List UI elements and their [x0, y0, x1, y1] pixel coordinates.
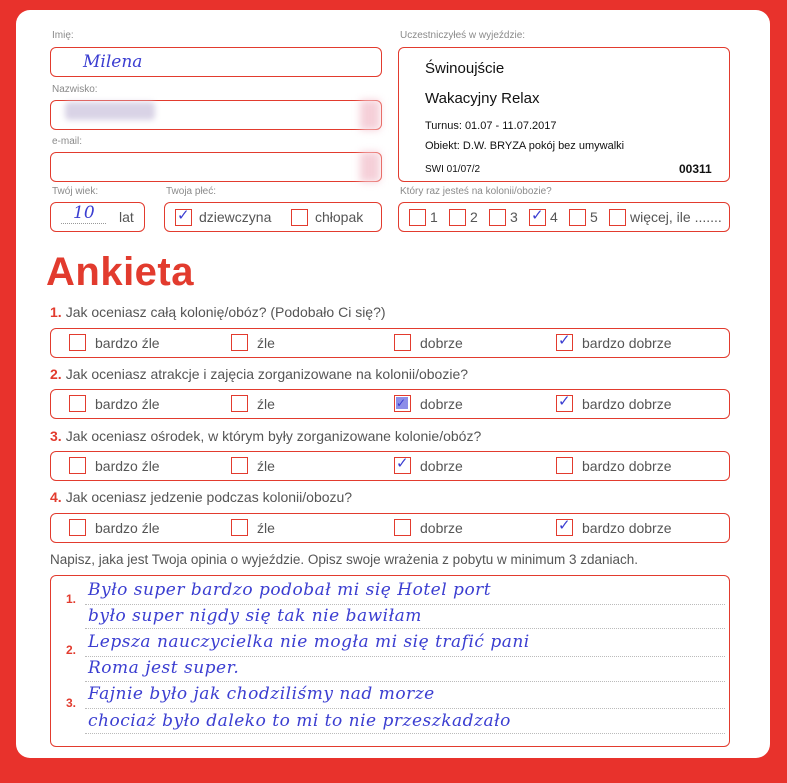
- check-mark-icon: ✓: [531, 206, 544, 224]
- email-field[interactable]: [50, 152, 382, 182]
- check-mark-icon: ✓: [558, 392, 571, 410]
- redaction-mark: [360, 100, 380, 130]
- rating-checkbox-bardzo-zle[interactable]: [69, 334, 86, 351]
- redaction-mark: [360, 152, 380, 182]
- rating-checkbox-bardzo-zle[interactable]: [69, 457, 86, 474]
- question-number: 4.: [50, 489, 62, 505]
- rating-checkbox-bardzo-dobrze[interactable]: [556, 516, 573, 536]
- question-2: [50, 366, 468, 382]
- times-option-more: więcej, ile .......: [630, 209, 722, 225]
- opinion-number-2: 2.: [66, 643, 77, 657]
- rating-option-zle: źle: [257, 335, 275, 351]
- rating-checkbox-dobrze[interactable]: [394, 519, 411, 536]
- trip-info-box: [398, 47, 730, 182]
- trip-obiekt: Obiekt: D.W. BRYZA pokój bez umywalki: [425, 140, 625, 152]
- question-3: [50, 428, 481, 444]
- times-option-1: 1: [430, 209, 438, 225]
- times-option-2: 2: [470, 209, 478, 225]
- opinion-prompt: Napisz, jaka jest Twoja opinia o wyjeździe. Opisz swoje wrażenia z pobytu w minimum 3 zdaniach.: [50, 552, 639, 567]
- times-field: [398, 202, 730, 232]
- rating-checkbox-dobrze[interactable]: [394, 334, 411, 351]
- rating-option-zle: źle: [257, 458, 275, 474]
- check-mark-icon: ✓: [558, 331, 571, 349]
- check-mark-icon: ✓: [177, 206, 190, 224]
- times-option-5: 5: [590, 209, 598, 225]
- times-checkbox-4[interactable]: [529, 206, 546, 226]
- rating-checkbox-bardzo-dobrze[interactable]: [556, 331, 573, 351]
- rating-option-bardzo-dobrze: bardzo dobrze: [582, 520, 672, 536]
- rating-option-bardzo-dobrze: bardzo dobrze: [582, 396, 672, 412]
- times-label: Który raz jesteś na kolonii/obozie?: [400, 186, 552, 197]
- trip-turnus: Turnus: 01.07 - 11.07.2017: [425, 120, 557, 132]
- rating-option-bardzo-zle: bardzo źle: [95, 520, 160, 536]
- email-label: e-mail:: [52, 136, 83, 147]
- dotted-line: [85, 708, 725, 709]
- opinion-number-3: 3.: [66, 696, 77, 710]
- question-number: 2.: [50, 366, 62, 382]
- opinion-number-1: 1.: [66, 592, 77, 606]
- dotted-line: [85, 656, 725, 657]
- rating-checkbox-bardzo-zle[interactable]: [69, 519, 86, 536]
- gender-checkbox-girl[interactable]: [175, 206, 192, 226]
- surname-redacted: [65, 102, 155, 120]
- rating-checkbox-zle[interactable]: [231, 519, 248, 536]
- rating-option-bardzo-zle: bardzo źle: [95, 396, 160, 412]
- rating-checkbox-bardzo-zle[interactable]: [69, 395, 86, 412]
- age-value: 10: [73, 203, 95, 223]
- dotted-line: [85, 733, 725, 734]
- times-checkbox-2[interactable]: [449, 209, 466, 226]
- gender-field: [164, 202, 382, 232]
- rating-checkbox-bardzo-dobrze[interactable]: [556, 457, 573, 474]
- rating-option-zle: źle: [257, 396, 275, 412]
- opinion-line-6: chociaż było daleko to mi to nie przeszkadzało: [88, 711, 511, 731]
- rating-option-bardzo-dobrze: bardzo dobrze: [582, 335, 672, 351]
- rating-option-dobrze: dobrze: [420, 335, 463, 351]
- name-field[interactable]: [50, 47, 382, 77]
- rating-option-dobrze: dobrze: [420, 458, 463, 474]
- survey-title: Ankieta: [46, 250, 194, 294]
- question-text: Jak oceniasz jedzenie podczas kolonii/obozu?: [65, 489, 353, 505]
- opinion-line-5: Fajnie było jak chodziliśmy nad morze: [88, 684, 435, 704]
- dotted-line: [85, 604, 725, 605]
- rating-option-zle: źle: [257, 520, 275, 536]
- trip-city: Świnoujście: [425, 60, 505, 77]
- question-text: Jak oceniasz całą kolonię/obóz? (Podobało Ci się?): [65, 304, 386, 320]
- dotted-line: [85, 681, 725, 682]
- surname-label: Nazwisko:: [52, 84, 98, 95]
- rating-option-bardzo-zle: bardzo źle: [95, 458, 160, 474]
- name-label: Imię:: [52, 30, 74, 41]
- times-checkbox-3[interactable]: [489, 209, 506, 226]
- age-label: Twój wiek:: [52, 186, 99, 197]
- times-option-3: 3: [510, 209, 518, 225]
- question-text: Jak oceniasz ośrodek, w którym były zorganizowane kolonie/obóz?: [65, 428, 482, 444]
- rating-checkbox-zle[interactable]: [231, 457, 248, 474]
- times-checkbox-1[interactable]: [409, 209, 426, 226]
- opinion-line-1: Było super bardzo podobał mi się Hotel port: [88, 580, 492, 600]
- trip-code: SWI 01/07/2: [425, 164, 481, 175]
- age-unit: lat: [119, 209, 134, 225]
- gender-option-girl: dziewczyna: [199, 209, 272, 225]
- rating-row-2: [50, 389, 730, 419]
- age-dots: [61, 223, 106, 224]
- times-checkbox-more[interactable]: [609, 209, 626, 226]
- check-mark-icon: ✓: [396, 454, 409, 472]
- rating-option-bardzo-dobrze: bardzo dobrze: [582, 458, 672, 474]
- rating-checkbox-bardzo-dobrze[interactable]: [556, 392, 573, 412]
- name-value: Milena: [83, 52, 143, 72]
- rating-option-dobrze: dobrze: [420, 396, 463, 412]
- scribbled-check-icon: ✓: [396, 396, 407, 410]
- rating-row-4: [50, 513, 730, 543]
- rating-option-bardzo-zle: bardzo źle: [95, 335, 160, 351]
- rating-checkbox-dobrze[interactable]: [394, 454, 411, 474]
- gender-label: Twoja płeć:: [166, 186, 217, 197]
- times-checkbox-5[interactable]: [569, 209, 586, 226]
- rating-option-dobrze: dobrze: [420, 520, 463, 536]
- gender-checkbox-boy[interactable]: [291, 209, 308, 226]
- trip-label: Uczestniczyłeś w wyjeździe:: [400, 30, 526, 41]
- opinion-line-2: było super nigdy się tak nie bawiłam: [88, 606, 422, 626]
- question-text: Jak oceniasz atrakcje i zajęcia zorganizowane na kolonii/obozie?: [65, 366, 469, 382]
- rating-checkbox-zle[interactable]: [231, 334, 248, 351]
- times-option-4: 4: [550, 209, 558, 225]
- rating-row-3: [50, 451, 730, 481]
- question-number: 1.: [50, 304, 62, 320]
- question-number: 3.: [50, 428, 62, 444]
- rating-checkbox-dobrze[interactable]: [394, 395, 411, 412]
- dotted-line: [85, 628, 725, 629]
- rating-row-1: [50, 328, 730, 358]
- age-field[interactable]: [50, 202, 145, 232]
- trip-program: Wakacyjny Relax: [425, 90, 540, 107]
- opinion-line-3: Lepsza nauczycielka nie mogła mi się trafić pani: [88, 632, 530, 652]
- question-4: [50, 489, 352, 505]
- gender-option-boy: chłopak: [315, 209, 364, 225]
- trip-number: 00311: [679, 162, 712, 176]
- rating-checkbox-zle[interactable]: [231, 395, 248, 412]
- opinion-line-4: Roma jest super.: [88, 658, 240, 678]
- question-1: [50, 304, 386, 320]
- check-mark-icon: ✓: [558, 516, 571, 534]
